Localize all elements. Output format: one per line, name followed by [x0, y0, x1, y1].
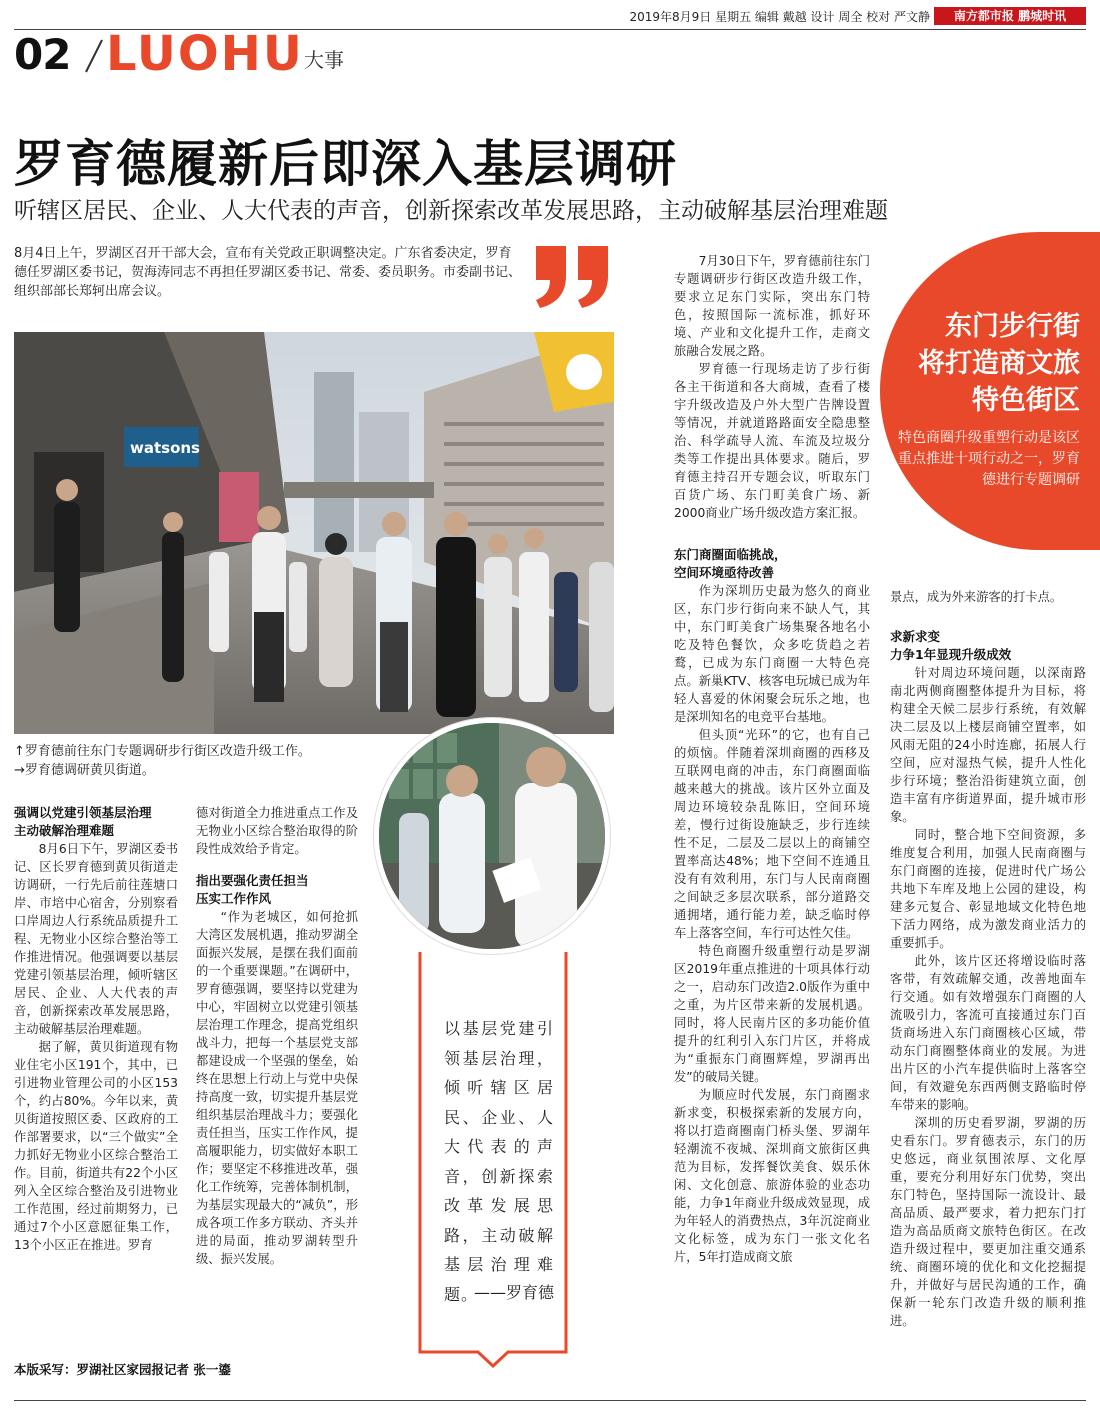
column-3-paragraph-6: 为顺应时代发展，东门商圈求新求变，积极探索新的发展方向，将以打造商圈南门桥头堡、罗湖年轻潮流不夜城、深圳商文旅街区典范为目标，发挥餐饮美食、娱乐休闲、文化创意、旅游体验的业态功能，力争1年商业升级成效显现，成为年轻人的消费热点，3年沉淀商业文化标签，成为东门一张文化名片，5年打造成商文旅	[674, 1088, 870, 1264]
lead-paragraph: 8月4日上午，罗湖区召开干部大会，宣布有关党政正职调整决定。广东省委决定，罗育德任罗湖区委书记，贺海涛同志不再担任罗湖区委书记、常委、委员职务。市委副书记、组织部部长郑轲出席会议。	[14, 246, 522, 299]
badge-title-line-2: 将打造商文旅	[918, 348, 1080, 379]
article-column-2	[196, 804, 358, 1268]
column-3-paragraph-5: 特色商圈升级重塑行动是罗湖区2019年重点推进的十项具体行动之一，启动东门改造2.0版作为重中之重，为片区带来新的发展机遇。同时，将人民南片区的多功能价值提升的红利引入东门片区，并将成为“重振东门商圈辉煌，罗湖再出发”的破局关键。	[674, 944, 870, 1084]
masthead-strip	[0, 6, 1100, 28]
column-4-paragraph-4: 深圳的历史看罗湖，罗湖的历史看东门。罗育德表示，东门的历史悠远，商业氛围浓厚、文化厚重，要充分利用好东门优势，突出东门特色，坚持国际一流设计、最高品质、最严要求，着力把东门打造为高品质商文旅特色街区。在改造升级过程中，要更加注重交通系统、商圈环境的优化和文化挖掘提升，并做好与居民沟通的工作，确保新一轮东门改造升级的顺利推进。	[890, 1116, 1086, 1328]
section-subtitle: 大事	[304, 48, 344, 72]
article-column-4	[890, 588, 1086, 1330]
column-4-paragraph-2: 同时，整合地下空间资源，多维度复合利用，加强人民南商圈与东门商圈的连接，促进时代广场公共地下车库及地上公园的建设，构建多元复合、彰显地域文化特色地下活力网络，成为激发商业活力的重要抓手。	[890, 828, 1086, 950]
bottom-divider	[14, 1400, 1086, 1401]
page-number: 02	[14, 30, 71, 79]
column-2-heading-1: 指出要强化责任担当	[196, 873, 309, 888]
byline-credit: 本版采写：罗湖社区家园报记者 张一鎏	[14, 1362, 231, 1377]
subheadline: 听辖区居民、企业、人大代表的声音，创新探索改革发展思路，主动破解基层治理难题	[14, 198, 888, 224]
column-3-heading-1: 东门商圈面临挑战，	[674, 547, 787, 562]
street-scene-illustration	[14, 332, 614, 734]
column-1-heading-1: 强调以党建引领基层治理	[14, 805, 152, 820]
section-name: LUOHU	[106, 26, 304, 82]
main-photo	[14, 332, 614, 734]
column-4-paragraph-3: 此外，该片区还将增设临时落客带，有效疏解交通，改善地面车行交通。如有效增强东门商圈的人流吸引力，客流可直接通过东门百货商场进入东门商圈核心区域，带动东门商圈整体商业的发展。为进出片区的小汽车提供临时上落客空间，有效避免东西两侧支路临时停车带来的影响。	[890, 954, 1086, 1112]
quote-mark-icon	[528, 238, 618, 310]
headline: 罗育德履新后即深入基层调研	[14, 135, 677, 193]
article-column-3	[674, 252, 870, 1266]
badge-summary: 特色商圈升级重塑行动是该区重点推进十项行动之一，罗育德进行专题调研	[898, 430, 1080, 488]
column-4-paragraph-0: 景点，成为外来游客的打卡点。	[890, 590, 1063, 604]
inset-photo	[374, 718, 610, 954]
date-line: 2019年8月9日 星期五 编辑 戴越 设计 周全 校对 严文静	[629, 10, 930, 24]
column-1-paragraph-2: 据了解，黄贝街道现有物业住宅小区191个，其中，已引进物业管理公司的小区153个，约占80%。今年以来，黄贝街道按照区委、区政府的工作部署要求，以“三个做实”全力抓好无物业小区综合整治工作。目前，街道共有22个小区列入全区综合整治及引进物业工作范围，经过前期努力，已通过7个小区意愿征集工作，13个小区正在推进。罗育	[14, 1040, 178, 1252]
slash-icon	[82, 38, 104, 74]
storefront-sign: watsons	[130, 439, 200, 457]
pull-quote-text: 以基层党建引领基层治理，倾听辖区居民、企业、人大代表的声音，创新探索改革发展思路，主动破解基层治理难题。	[444, 1019, 554, 1304]
badge-title	[880, 308, 1080, 419]
inset-photo-illustration	[379, 723, 605, 949]
badge-title-line-1: 东门步行街	[945, 311, 1080, 342]
caption-line-2: →罗育德调研黄贝街道。	[14, 763, 155, 778]
column-2-paragraph-2: “作为老城区，如何抢抓大湾区发展机遇，推动罗湖全面振兴发展，是摆在我们面前的一个重要课题。”在调研中，罗育德强调，要坚持以党建为中心，牢固树立以党建引领基层治理工作理念，提高党组织战斗力，把每一个基层党支部都建设成一个坚强的堡垒，始终在思想上行动上与党中央保持高度一致，切实提升基层党组织基层治理战斗力；要强化责任担当，压实工作作风，提高履职能力，切实做好本职工作；要坚定不移推进改革，强化工作统筹，完善体制机制，为基层实现最大的“减负”，形成各项工作多方联动、齐头并进的局面，推动罗湖转型升级、振兴发展。	[196, 910, 358, 1266]
feature-badge	[880, 232, 1100, 550]
column-4-heading-2: 力争1年显现升级成效	[890, 647, 1012, 662]
column-4-heading-1: 求新求变	[890, 629, 941, 644]
column-1-paragraph-1: 8月6日下午，罗湖区委书记、区长罗育德到黄贝街道走访调研，一行先后前往莲塘口岸、市培中心宿舍，分别察看口岸周边人行系统品质提升工程、无物业小区综合整治等工作推进情况。他强调要以基层党建引领基层治理，倾听辖区居民、企业、人大代表的声音，创新探索改革发展思路，主动破解基层治理难题。	[14, 842, 178, 1036]
badge-title-line-3: 特色街区	[972, 385, 1080, 416]
article-column-1	[14, 804, 178, 1254]
column-2-heading-2: 压实工作作风	[196, 891, 272, 906]
column-3-paragraph-4: 但头顶“光环”的它，也有自己的烦恼。伴随着深圳商圈的西移及互联网电商的冲击，东门商圈面临越来越大的挑战。该片区外立面及周边环境较杂乱陈旧，空间环境差，慢行过街设施缺乏，步行连续性不足，二层及二层以上的商铺空置率高达48%；地下空间不连通且没有有效利用，东门与人民南商圈之间缺乏多层次联系，部分道路交通拥堵，通行能力差，缺乏临时停车上落客空间，车行可达性欠佳。	[674, 728, 870, 940]
column-4-paragraph-1: 针对周边环境问题，以深南路南北两侧商圈整体提升为目标，将构建全天候二层步行系统，有效解决二层及以上楼层商铺空置率，如风雨无阻的24小时连廊，拓展人行空间，应对湿热气候，提升人性化步行环境；整治沿街建筑立面，创造丰富有序街道界面，提升城市形象。	[890, 666, 1086, 824]
column-3-paragraph-3: 作为深圳历史最为悠久的商业区，东门步行街向来不缺人气，其中，东门町美食广场集聚各地名小吃及特色餐饮，众多吃货趋之若鹜，已成为东门商圈一大特色亮点。新巢KTV、核客电玩城已成为年轻人喜爱的休闲聚会玩乐之地，也是深圳知名的电竞平台基地。	[674, 584, 870, 724]
pull-quote-attribution: ——罗育德	[473, 1283, 554, 1302]
column-1-heading-2: 主动破解治理难题	[14, 823, 115, 838]
column-3-paragraph-2: 罗育德一行现场走访了步行街各主干街道和各大商城，查看了楼宇升级改造及户外大型广告牌设置等情况，并就道路路面安全隐患整治、科学疏导人流、车流及垃圾分类等工作提出具体要求。随后，罗育德主持召开专题会议，听取东门百货广场、东门町美食广场、新2000商业广场升级改造方案汇报。	[674, 362, 870, 520]
column-3-paragraph-1: 7月30日下午，罗育德前往东门专题调研步行街区改造升级工作，要求立足东门实际，突出东门特色，按照国际一流标准，抓好环境、产业和文化提升工作，走商文旅融合发展之路。	[674, 254, 870, 358]
caption-line-1: ↑罗育德前往东门专题调研步行街区改造升级工作。	[14, 744, 311, 759]
column-3-heading-2: 空间环境亟待改善	[674, 565, 775, 580]
column-2-paragraph-1: 德对街道全力推进重点工作及无物业小区综合整治取得的阶段性成效给予肯定。	[196, 806, 358, 856]
paper-logo: 南方都市报 鹏城时讯	[934, 7, 1086, 25]
